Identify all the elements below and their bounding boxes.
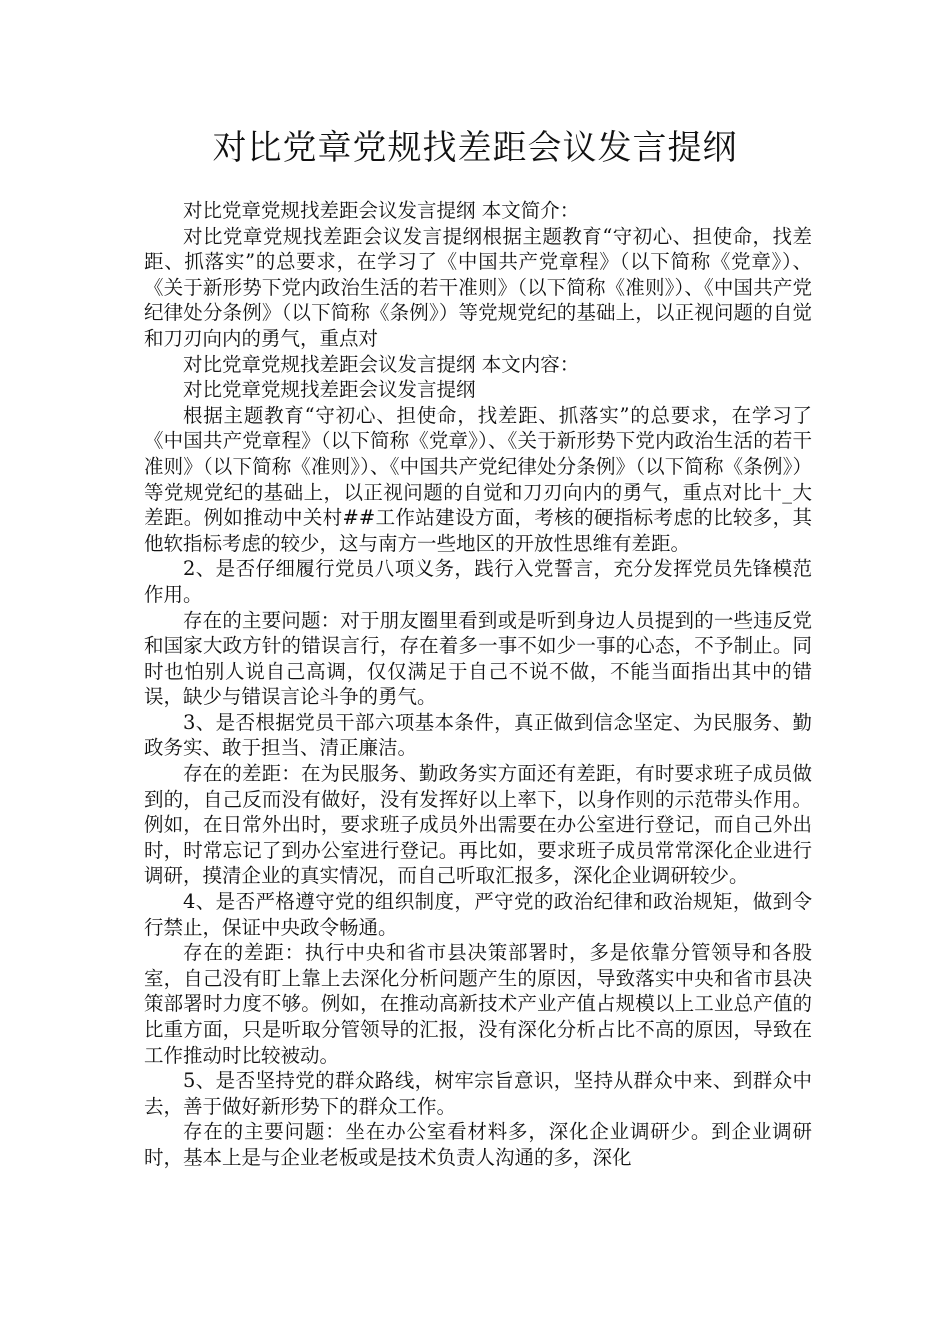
paragraph-content-title: 对比党章党规找差距会议发言提纲 bbox=[183, 378, 476, 402]
paragraph-intro-summary: 对比党章党规找差距会议发言提纲根据主题教育“守初心、担使命，找差距、抓落实”的总要求，在学习了《中国共产党章程》（以下简称《党章》）、《关于新形势下党内政治生活的若干准则》（以下简称《准则》）、《中国共产党纪律处分条例》（以下简称《条例》）等党规党纪的基础上，以正视问题的自觉和刀刃向内的勇气，重点对 bbox=[144, 224, 812, 350]
document-body bbox=[144, 198, 812, 1171]
paragraph-item-3: 3、是否根据党员干部六项基本条件，真正做到信念坚定、为民服务、勤政务实、敢于担当、清正廉洁。 bbox=[144, 710, 812, 760]
paragraph-content-heading: 对比党章党规找差距会议发言提纲 本文内容： bbox=[183, 352, 580, 376]
paragraph-item-4-gap: 存在的差距：执行中央和省市县决策部署时，多是依靠分管领导和各股室，自己没有盯上靠上去深化分析问题产生的原因，导致落实中央和省市县决策部署时力度不够。例如，在推动高新技术产业产值占规模以上工业总产值的比重方面，只是听取分管领导的汇报，没有深化分析占比不高的原因，导致在工作推动时比较被动。 bbox=[144, 941, 812, 1067]
paragraph-item-2: 2、是否仔细履行党员八项义务，践行入党誓言，充分发挥党员先锋模范作用。 bbox=[144, 557, 812, 606]
paragraph-item-5: 5、是否坚持党的群众路线，树牢宗旨意识，坚持从群众中来、到群众中去，善于做好新形势下的群众工作。 bbox=[144, 1069, 812, 1118]
document-title: 对比党章党规找差距会议发言提纲 bbox=[212, 128, 738, 168]
paragraph-item-4: 4、是否严格遵守党的组织制度，严守党的政治纪律和政治规矩，做到令行禁止，保证中央政令畅通。 bbox=[144, 890, 812, 939]
paragraph-item-2-problem: 存在的主要问题：对于朋友圈里看到或是听到身边人员提到的一些违反党和国家大政方针的错误言行，存在着多一事不如少一事的心态，不予制止。同时也怕别人说自己高调，仅仅满足于自己不说不做，不能当面指出其中的错误，缺少与错误言论斗争的勇气。 bbox=[144, 608, 812, 709]
paragraph-item-3-gap: 存在的差距：在为民服务、勤政务实方面还有差距，有时要求班子成员做到的，自己反而没有做好，没有发挥好以上率下，以身作则的示范带头作用。例如，在日常外出时，要求班子成员外出需要在办公室进行登记，而自己外出时，时常忘记了到办公室进行登记。再比如，要求班子成员常常深化企业进行调研，摸清企业的真实情况，而自己听取汇报多，深化企业调研较少。 bbox=[144, 762, 812, 888]
paragraph-item-5-problem: 存在的主要问题：坐在办公室看材料多，深化企业调研少。到企业调研时，基本上是与企业老板或是技术负责人沟通的多，深化 bbox=[144, 1120, 812, 1169]
paragraph-opening: 根据主题教育“守初心、担使命，找差距、抓落实”的总要求，在学习了《中国共产党章程》（以下简称《党章》）、《关于新形势下党内政治生活的若干准则》（以下简称《准则》）、《中国共产党纪律处分条例》（以下简称《条例》）等党规党纪的基础上，以正视问题的自觉和刀刃向内的勇气，重点对比十_大差距。例如推动中关村##工作站建设方面，考核的硬指标考虑的比较多，其他软指标考虑的较少，这与南方一些地区的开放性思维有差距。 bbox=[144, 403, 812, 555]
paragraph-intro-heading: 对比党章党规找差距会议发言提纲 本文简介： bbox=[183, 199, 580, 222]
